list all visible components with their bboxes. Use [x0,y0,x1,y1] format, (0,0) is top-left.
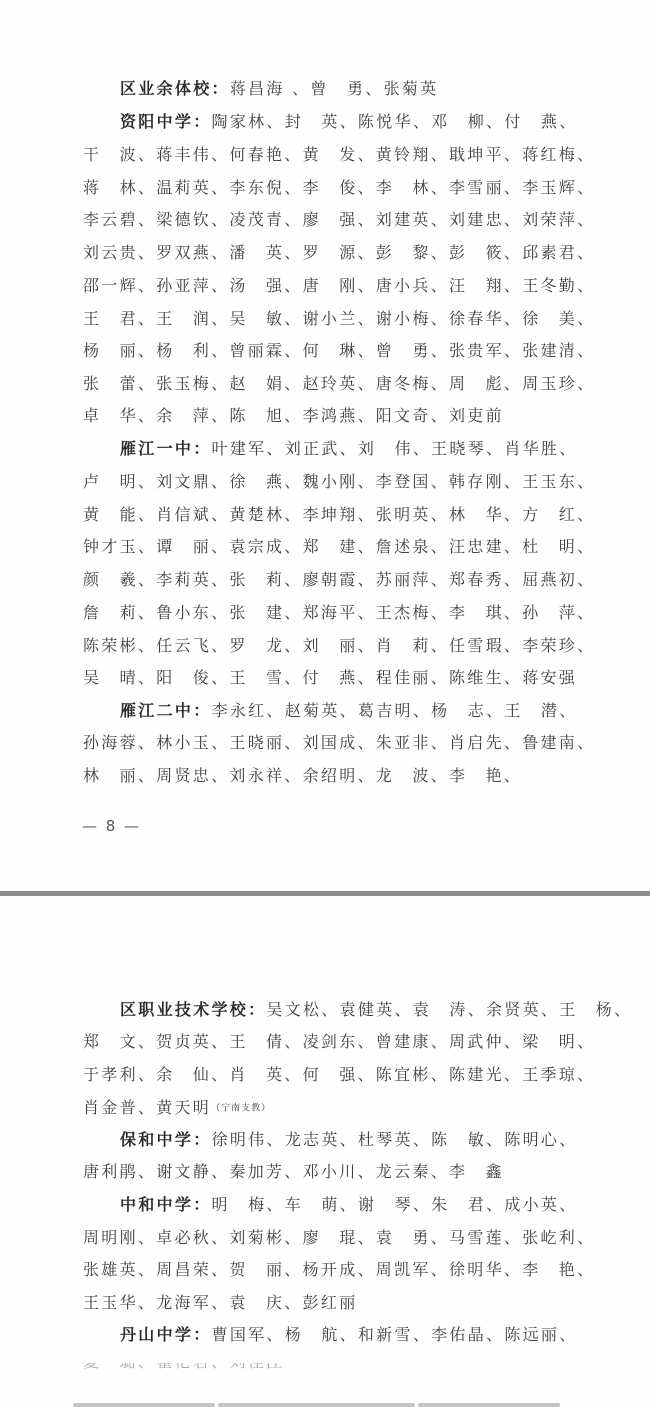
page-separator [0,891,650,896]
names-text: 陈荣彬、任云飞、罗 龙、刘 丽、肖 莉、任雪瑕、李荣珍、 [83,636,596,655]
entry-line [83,1226,596,1250]
entry-line [83,601,596,625]
entry-line [83,470,596,494]
names-text: 李云碧、梁德钦、凌茂青、廖 强、刘建英、刘建忠、刘荣萍、 [83,210,596,229]
names-text: 郑 文、贺贞英、王 倩、凌剑东、曾建康、周武仲、梁 明、 [83,1032,596,1051]
entry-line [83,535,596,559]
entry-line [83,307,596,331]
names-text: 肖金普、黄天明 [83,1098,212,1117]
entry-line [120,437,600,461]
school-label: 中和中学： [120,1195,212,1214]
names-text: 林 丽、周贤忠、刘永祥、余绍明、龙 波、李 艳、 [83,766,523,785]
school-label: 资阳中学： [120,112,212,131]
entry-line [83,1030,596,1054]
school-label: 区职业技术学校： [120,1000,267,1019]
annotation-note: （宁南支教） [211,1103,272,1114]
school-label: 雁江一中： [120,439,212,458]
entry-line [83,143,596,167]
entry-line [83,634,596,658]
names-text: 陶家林、封 英、陈悦华、邓 柳、付 燕、 [211,112,578,131]
names-text: 于孝利、余 仙、肖 英、何 强、陈宜彬、陈建光、王季琼、 [83,1065,596,1084]
names-text: 王玉华、龙海军、袁 庆、彭红丽 [83,1293,358,1312]
names-text: 钟才玉、谭 丽、袁宗成、郑 建、詹述泉、汪忠建、杜 明、 [83,537,596,556]
names-text: 唐利鹃、谢文静、秦加芳、邓小川、龙云秦、李 鑫 [83,1162,504,1181]
entry-line [120,1323,600,1347]
entry-line [83,176,596,200]
names-text: 颜 羲、李莉英、张 莉、廖朝霞、苏丽萍、郑春秀、屈燕初、 [83,570,596,589]
names-text: 周明刚、卓必秋、刘菊彬、廖 琨、袁 勇、马雪莲、张屹利、 [83,1228,596,1247]
entry-line [83,404,563,428]
entry-line [83,241,596,265]
names-text: 孙海蓉、林小玉、王晓丽、刘国成、朱亚非、肖启先、鲁建南、 [83,733,596,752]
school-label: 区业余体校： [120,79,230,98]
school-label: 雁江二中： [120,701,212,720]
entry-line [120,77,600,101]
entry-line [83,339,596,363]
names-text: 李永红、赵菊英、葛吉明、杨 志、王 潜、 [211,701,578,720]
entry-line [83,764,563,788]
entry-line [83,1258,596,1282]
names-text: 黄 能、肖信斌、黄楚林、李坤翔、张明英、林 华、方 红、 [83,505,596,524]
names-text: 邵一辉、孙亚萍、汤 强、唐 刚、唐小兵、汪 翔、王冬勤、 [83,276,596,295]
names-text: 叶建军、刘正武、刘 伟、王晓琴、肖华胜、 [211,439,578,458]
names-text: 王 君、王 润、吴 敏、谢小兰、谢小梅、徐春华、徐 美、 [83,309,596,328]
names-text: 吴 晴、阳 俊、王 雪、付 燕、程佳丽、陈维生、蒋安强 [83,668,578,687]
entry-line [83,731,596,755]
entry-line [120,998,633,1022]
names-text: 卓 华、余 萍、陈 旭、李鸿燕、阳文奇、刘吏前 [83,406,504,425]
entry-line [120,110,600,134]
names-text: 蒋 林、温莉英、李东倪、李 俊、李 林、李雪丽、李玉辉、 [83,178,596,197]
names-text: 詹 莉、鲁小东、张 建、郑海平、王杰梅、李 琪、孙 萍、 [83,603,596,622]
scroll-segment[interactable] [218,1403,415,1407]
names-text: 蒋昌海 、曾 勇、张菊英 [229,79,439,98]
names-text: 张雄英、周昌荣、贺 丽、杨开成、周凯军、徐明华、李 艳、 [83,1260,596,1279]
page-scroll-indicator[interactable] [0,1403,650,1408]
school-label: 保和中学： [120,1130,212,1149]
entry-line [83,208,596,232]
names-text: 曹国军、杨 航、和新雪、李佑晶、陈远丽、 [211,1325,578,1344]
names-text: 杨 丽、杨 利、曾丽霖、何 琳、曾 勇、张贵军、张建清、 [83,341,596,360]
entry-line [120,1193,600,1217]
entry-line [83,568,596,592]
scroll-segment[interactable] [418,1403,560,1407]
entry-line [83,1096,563,1120]
entry-line [83,1291,563,1315]
entry-line [83,274,596,298]
names-text: 卢 明、刘文鼎、徐 燕、魏小刚、李登国、韩存刚、王玉东、 [83,472,596,491]
entry-line [83,1160,563,1184]
entry-line [83,503,596,527]
names-text: 刘云贵、罗双燕、潘 英、罗 源、彭 黎、彭 筱、邱素君、 [83,243,596,262]
entry-line [83,666,578,690]
names-text: 明 梅、车 萌、谢 琴、朱 君、成小英、 [211,1195,578,1214]
names-text: 干 波、蒋丰伟、何春艳、黄 发、黄铃翔、戢坤平、蒋红梅、 [83,145,596,164]
entry-line [120,1128,600,1152]
names-text: 吴文松、袁健英、袁 涛、余贤英、王 杨、 [266,1000,633,1019]
names-text: 张 蕾、张玉梅、赵 娟、赵玲英、唐冬梅、周 彪、周玉珍、 [83,374,596,393]
school-label: 丹山中学： [120,1325,212,1344]
scroll-segment[interactable] [73,1403,215,1407]
page-number: — 8 — [82,817,142,835]
entry-line [83,372,596,396]
names-text: 徐明伟、龙志英、杜琴英、陈 敏、陈明心、 [211,1130,578,1149]
entry-line [83,1063,596,1087]
entry-line [120,699,600,723]
